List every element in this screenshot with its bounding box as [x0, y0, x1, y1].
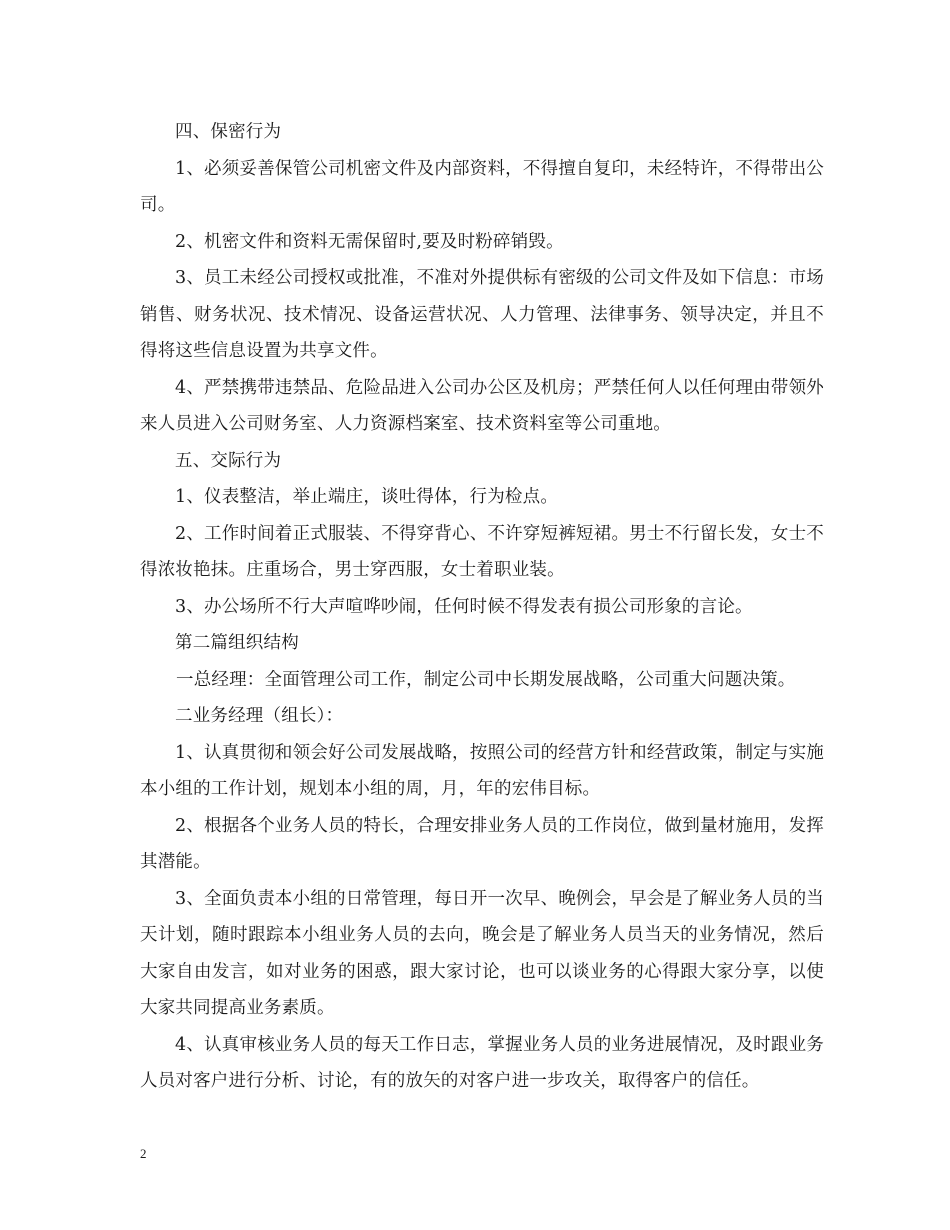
chapter-heading-organization: 第二篇组织结构 — [175, 633, 299, 653]
section-heading-confidentiality: 四、保密行为 — [175, 122, 282, 142]
paragraph: 3、全面负责本小组的日常管理，每日开一次早、晚例会，早会是了解业务人员的当天计划，随时跟踪本小组业务人员的去向，晚会是了解业务人员当天的业务情况，然后大家自由发言，如对业务的困惑，跟大家讨论，也可以谈业务的心得跟大家分享，以使大家共同提高业务素质。 — [140, 888, 824, 1018]
paragraph: 4、认真审核业务人员的每天工作日志，掌握业务人员的业务进展情况，及时跟业务人员对客户进行分析、讨论，有的放矢的对客户进一步攻关，取得客户的信任。 — [140, 1034, 824, 1091]
paragraph: 2、工作时间着正式服装、不得穿背心、不许穿短裤短裙。男士不行留长发，女士不得浓妆艳抹。庄重场合，男士穿西服，女士着职业装。 — [140, 523, 824, 580]
paragraph: 4、严禁携带违禁品、危险品进入公司办公区及机房；严禁任何人以任何理由带领外来人员进入公司财务室、人力资源档案室、技术资料室等公司重地。 — [140, 377, 824, 434]
paragraph: 2、机密文件和资料无需保留时,要及时粉碎销毁。 — [175, 231, 564, 252]
paragraph: 3、办公场所不行大声喧哗吵闹，任何时候不得发表有损公司形象的言论。 — [175, 596, 753, 617]
document-body — [140, 114, 824, 1100]
paragraph: 1、认真贯彻和领会好公司发展战略，按照公司的经营方针和经营政策，制定与实施本小组的工作计划，规划本小组的周，月，年的宏伟目标。 — [140, 742, 824, 799]
section-heading-business-manager: 二业务经理（组长）： — [175, 706, 344, 726]
paragraph: 1、仪表整洁，举止端庄，谈吐得体，行为检点。 — [175, 487, 559, 507]
paragraph: 2、根据各个业务人员的特长，合理安排业务人员的工作岗位，做到量材施用，发挥其潜能。 — [140, 815, 824, 872]
page-number: 2 — [140, 1146, 147, 1161]
section-heading-social-conduct: 五、交际行为 — [175, 450, 282, 471]
paragraph: 1、必须妥善保管公司机密文件及内部资料，不得擅自复印，未经特许，不得带出公司。 — [140, 158, 824, 215]
paragraph: 3、员工未经公司授权或批准，不准对外提供标有密级的公司文件及如下信息：市场销售、财务状况、技术情况、设备运营状况、人力管理、法律事务、领导决定，并且不得将这些信息设置为共享文件。 — [140, 268, 824, 361]
general-manager-paragraph: 一总经理：全面管理公司工作，制定公司中长期发展战略，公司重大问题决策。 — [176, 669, 796, 690]
